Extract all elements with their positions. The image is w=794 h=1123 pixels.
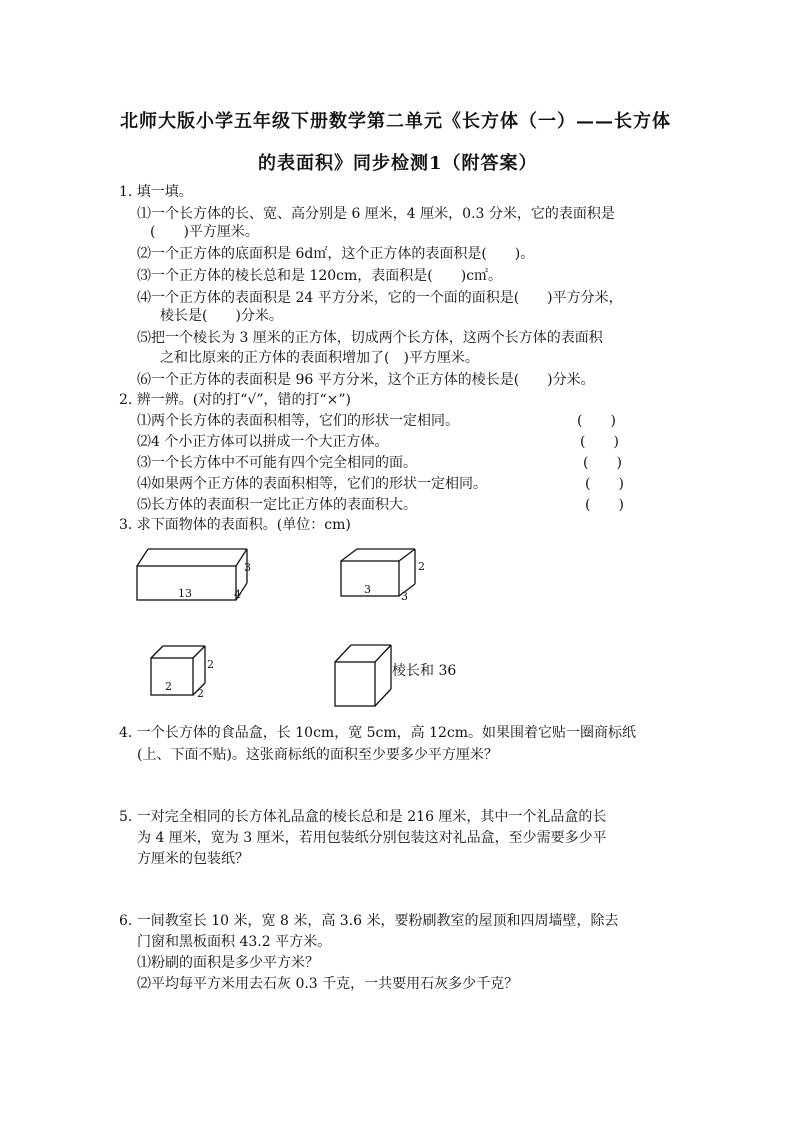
box1-width-label: 4 [234,588,241,601]
box2-width-label: 3 [401,590,408,603]
q5-line-3: 方厘米的包装纸？ [137,851,249,867]
cube1-height-label: 2 [207,658,214,671]
box1-height-label: 3 [244,561,251,574]
box2-length-label: 3 [364,583,371,596]
q1-item-1: ⑴一个长方体的长、宽、高分别是 6 厘米，4 厘米，0.3 分米，它的表面积是 [137,206,615,222]
q5-line-2: 为 4 厘米，宽为 3 厘米，若用包装纸分别包装这对礼品盒，至少需要多少平 [137,830,607,846]
q2-item-5-answer: ( ) [585,497,624,513]
page-title-line1: 北师大版小学五年级下册数学第二单元《长方体（一）——长方体 [120,111,671,132]
q2-heading: 2. 辨一辨。(对的打“√”，错的打“×”) [119,392,352,408]
box1-length-label: 13 [178,587,192,600]
q1-item-4: ⑷一个正方体的表面积是 24 平方分米，它的一个面的面积是( )平方分米， [137,290,623,306]
q6-line-2: 门窗和黑板面积 43.2 平方米。 [137,934,332,950]
q1-item-2: ⑵一个正方体的底面积是 6d㎡，这个正方体的表面积是( )。 [137,246,535,262]
q1-item-6: ⑹一个正方体的表面积是 96 平方分米，这个正方体的棱长是( )分米。 [137,372,595,388]
page-title-line2: 的表面积》同步检测1（附答案） [258,153,538,174]
q2-item-4: ⑷如果两个正方体的表面积相等，它们的形状一定相同。 [137,476,487,492]
q2-item-2: ⑵4 个小正方体可以拼成一个大正方体。 [137,434,389,450]
q1-item-5-cont: 之和比原来的正方体的表面积增加了( )平方厘米。 [160,350,479,366]
q1-heading: 1. 填一填。 [119,184,193,200]
q1-item-4-cont: 棱长是( )分米。 [160,308,283,324]
q6-line-1: 6. 一间教室长 10 米，宽 8 米，高 3.6 米，要粉刷教室的屋顶和四周墙壁，除去 [119,913,619,929]
q6-line-4: ⑵平均每平方米用去石灰 0.3 千克，一共要用石灰多少千克？ [137,976,519,992]
q2-item-3-answer: ( ) [583,455,622,471]
q6-line-3: ⑴粉刷的面积是多少平方米？ [137,955,319,971]
q4-line-2: (上、下面不贴)。这张商标纸的面积至少要多少平方厘米？ [137,747,498,763]
cube2-figure [335,645,391,706]
q3-heading: 3. 求下面物体的表面积。(单位：cm) [119,517,351,533]
cube2-label: 棱长和 36 [392,663,457,679]
cube1-length-label: 2 [165,680,172,693]
q1-item-3: ⑶一个正方体的棱长总和是 120cm，表面积是( )c㎡。 [137,268,503,284]
q5-line-1: 5. 一对完全相同的长方体礼品盒的棱长总和是 216 厘米，其中一个礼品盒的长 [119,809,607,825]
box2-figure [341,549,415,596]
box2-height-label: 2 [418,560,425,573]
q4-line-1: 4. 一个长方体的食品盒，长 10cm，宽 5cm，高 12cm。如果围着它贴一圈商标纸 [119,725,637,741]
q2-item-2-answer: ( ) [580,434,619,450]
q2-item-3: ⑶一个长方体中不可能有四个完全相同的面。 [137,455,417,471]
box1-figure [137,549,247,600]
cube1-width-label: 2 [197,687,204,700]
q2-item-1-answer: ( ) [577,413,616,429]
q2-item-5: ⑸长方体的表面积一定比正方体的表面积大。 [137,497,417,513]
q2-item-1: ⑴两个长方体的表面积相等，它们的形状一定相同。 [137,413,459,429]
q1-item-1-cont: ( )平方厘米。 [150,224,259,240]
q2-item-4-answer: ( ) [585,476,624,492]
q1-item-5: ⑸把一个棱长为 3 厘米的正方体，切成两个长方体，这两个长方体的表面积 [137,330,603,346]
